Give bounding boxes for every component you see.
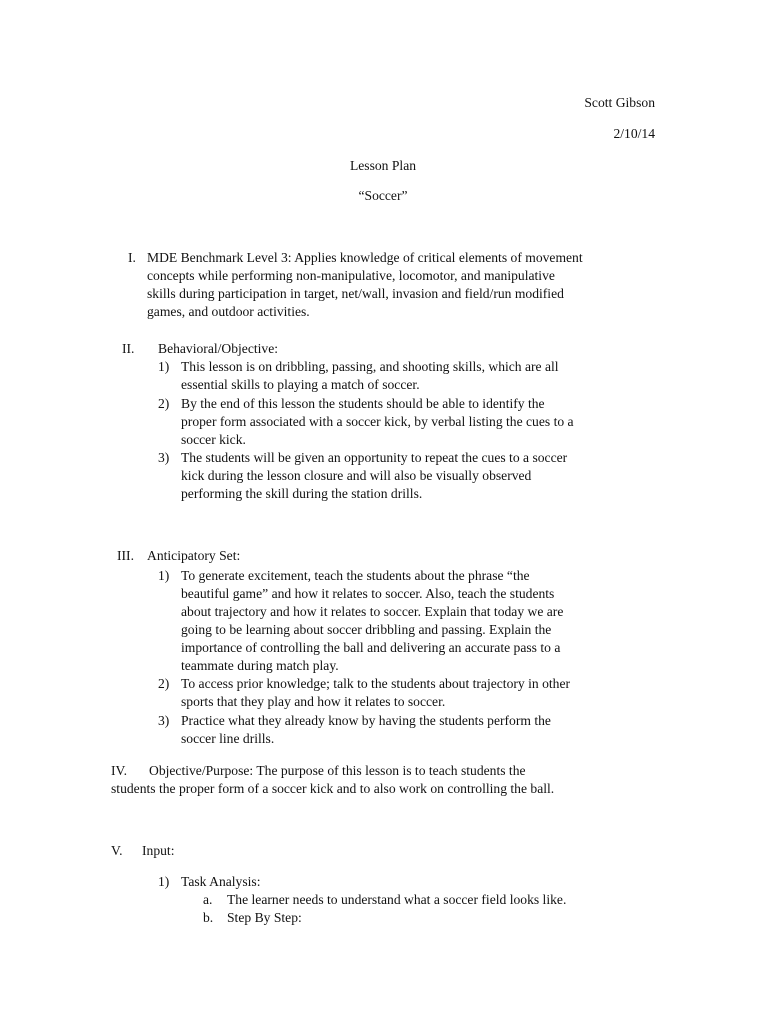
list-item-line: To access prior knowledge; talk to the students about trajectory in other bbox=[181, 676, 571, 691]
list-item-line: kick during the lesson closure and will also be visually observed bbox=[181, 468, 532, 483]
section-4-line: students the proper form of a soccer kick and to also work on controlling the ball. bbox=[111, 781, 555, 796]
section-1-line: skills during participation in target, net/wall, invasion and field/run modified bbox=[147, 286, 564, 301]
list-item-line: sports that they play and how it relates to soccer. bbox=[181, 694, 446, 709]
document-date: 2/10/14 bbox=[613, 126, 655, 141]
list-item-line: importance of controlling the ball and delivering an accurate pass to a bbox=[181, 640, 561, 655]
document-title: Lesson Plan bbox=[349, 158, 417, 173]
section-1-line: games, and outdoor activities. bbox=[147, 304, 310, 319]
list-item-line: soccer kick. bbox=[181, 432, 246, 447]
section-2-numeral: II. bbox=[122, 341, 135, 356]
sublist-letter: b. bbox=[203, 910, 214, 925]
section-5-numeral: V. bbox=[111, 843, 123, 858]
list-item-line: about trajectory and how it relates to soccer. Explain that today we are bbox=[181, 604, 564, 619]
document-subtitle: “Soccer” bbox=[358, 188, 408, 203]
list-number: 1) bbox=[158, 359, 170, 374]
section-2-heading: Behavioral/Objective: bbox=[158, 341, 279, 356]
section-4-numeral: IV. bbox=[111, 763, 127, 778]
section-4-line: Objective/Purpose: The purpose of this lesson is to teach students the bbox=[149, 763, 526, 778]
section-3-numeral: III. bbox=[117, 548, 134, 563]
sublist-item: Step By Step: bbox=[227, 910, 302, 925]
list-item-line: Task Analysis: bbox=[181, 874, 261, 889]
sublist-letter: a. bbox=[203, 892, 213, 907]
section-1-numeral: I. bbox=[128, 250, 136, 265]
sublist-item: The learner needs to understand what a soccer field looks like. bbox=[227, 892, 567, 907]
list-item-line: soccer line drills. bbox=[181, 731, 275, 746]
list-item-line: teammate during match play. bbox=[181, 658, 339, 673]
list-number: 2) bbox=[158, 396, 170, 411]
list-item-line: going to be learning about soccer dribbling and passing. Explain the bbox=[181, 622, 552, 637]
list-number: 2) bbox=[158, 676, 170, 691]
list-number: 1) bbox=[158, 568, 170, 583]
section-5-heading: Input: bbox=[142, 843, 175, 858]
list-item-line: performing the skill during the station drills. bbox=[181, 486, 423, 501]
list-item-line: Practice what they already know by having the students perform the bbox=[181, 713, 551, 728]
list-number: 3) bbox=[158, 713, 170, 728]
list-item-line: beautiful game” and how it relates to soccer. Also, teach the students bbox=[181, 586, 555, 601]
list-item-line: The students will be given an opportunity to repeat the cues to a soccer bbox=[181, 450, 568, 465]
section-1-line: MDE Benchmark Level 3: Applies knowledge of critical elements of movement bbox=[147, 250, 583, 265]
list-item-line: essential skills to playing a match of soccer. bbox=[181, 377, 420, 392]
list-item-line: proper form associated with a soccer kick, by verbal listing the cues to a bbox=[181, 414, 574, 429]
list-item-line: This lesson is on dribbling, passing, and shooting skills, which are all bbox=[181, 359, 559, 374]
list-item-line: To generate excitement, teach the students about the phrase “the bbox=[181, 568, 530, 583]
list-item-line: By the end of this lesson the students should be able to identify the bbox=[181, 396, 545, 411]
author-name: Scott Gibson bbox=[584, 95, 655, 110]
section-3-heading: Anticipatory Set: bbox=[147, 548, 241, 563]
list-number: 1) bbox=[158, 874, 170, 889]
list-number: 3) bbox=[158, 450, 170, 465]
section-1-line: concepts while performing non-manipulative, locomotor, and manipulative bbox=[147, 268, 555, 283]
